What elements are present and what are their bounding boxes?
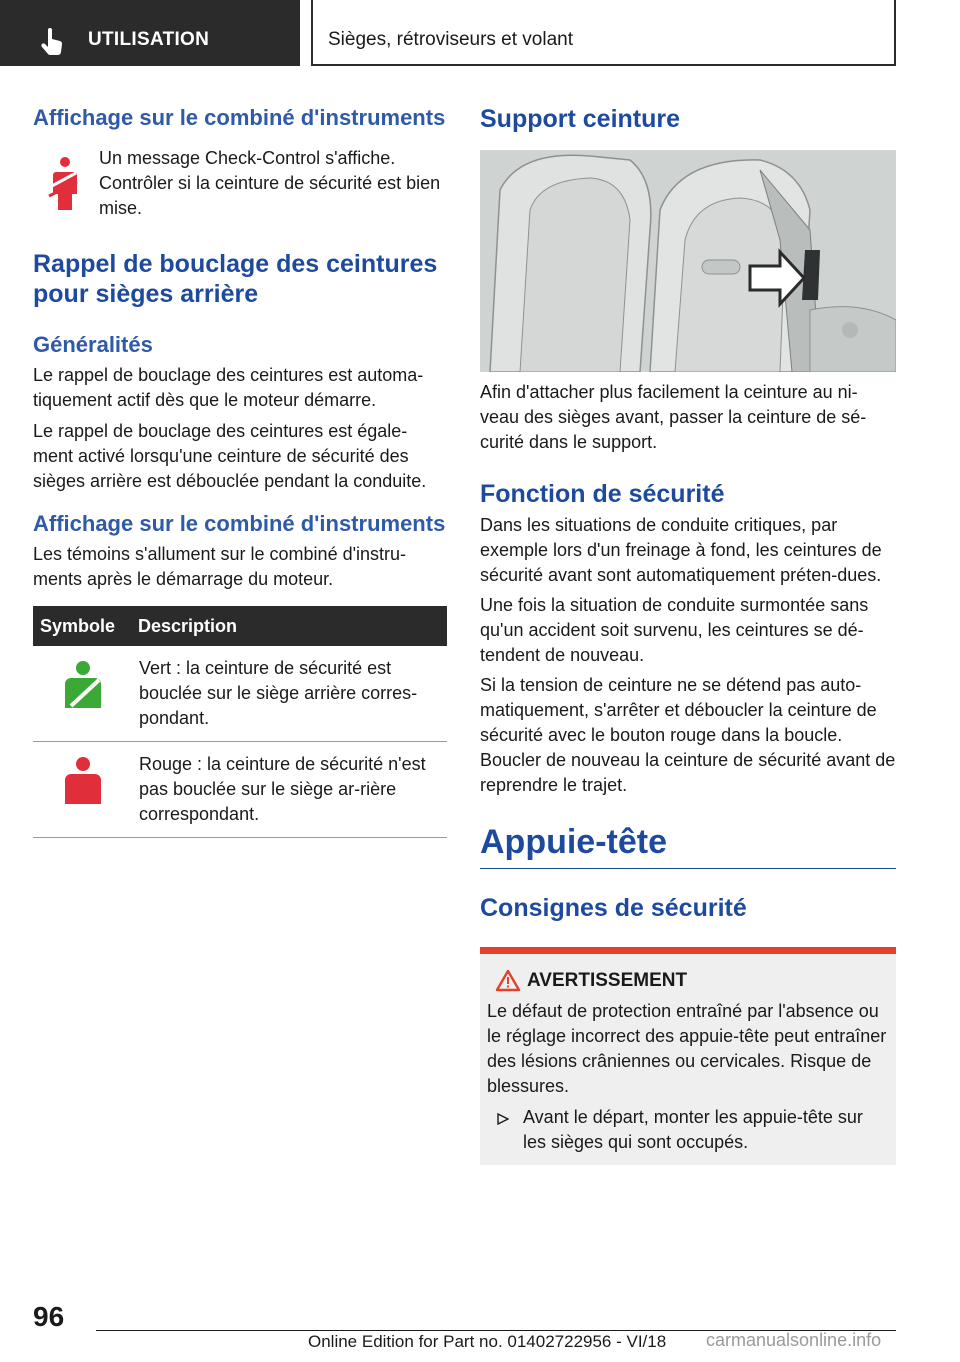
display-paragraph: Les témoins s'allument sur le combiné d'instru-ments après le démarrage du moteur. [33,544,407,589]
heading-display-1: Affichage sur le combiné d'instruments [33,105,446,130]
warning-triangle-icon [495,969,521,992]
safety-paragraph-3: Si la tension de ceinture ne se détend pas auto-matiquement, s'arrêter et déboucler la ceinture de sécurité avec le bouton rouge dans la boucle. Boucler de nouveau la ceinture de sécurité avant de reprendre le trajet. [480,675,896,795]
section-tab [0,0,300,66]
action-triangle-icon [497,1113,509,1125]
footer-watermark: carmanualsonline.info [706,1330,882,1350]
safety-paragraph-2: Une fois la situation de conduite surmontée sans qu'un accident soit survenu, les ceintures se dé-tendent de nouveau. [480,595,869,665]
seat-belt-guide-photo [480,150,896,372]
warning-action-text: Avant le départ, monter les appuie-tête sur les sièges qui sont occupés. [523,1107,863,1152]
description-cell: Vert : la ceinture de sécurité est bouclée sur le siège arrière corres-pondant. [131,646,447,742]
check-control-message [33,146,447,221]
table-row [33,646,447,742]
page-number: 96 [33,1301,65,1332]
warning-title-text: AVERTISSEMENT [527,970,688,991]
warning-bar [480,947,896,954]
breadcrumb-text: Sièges, rétroviseurs et volant [328,29,574,50]
seatbelt-unfastened-icon [33,756,131,808]
symbol-cell [33,742,131,838]
left-column [33,100,447,838]
warning-title [527,969,888,993]
support-paragraph: Afin d'attacher plus facilement la ceinture au ni-veau des sièges avant, passer la ceinture de sé-curité dans le support. [480,382,867,452]
general-paragraph-2: Le rappel de bouclage des ceintures est égale-ment activé lorsqu'une ceinture de sécurité des sièges arrière est débouclée pendant la conduite. [33,421,427,491]
general-paragraph-1: Le rappel de bouclage des ceintures est automa-tiquement actif dès que le moteur démarre. [33,365,424,410]
heading-general: Généralités [33,332,153,357]
heading-display-2: Affichage sur le combiné d'instruments [33,511,446,536]
table-row [33,742,447,838]
page-header [0,0,960,66]
heading-safety-instructions: Consignes de sécurité [480,894,747,922]
heading-support: Support ceinture [480,105,681,133]
section-title: UTILISATION [88,29,210,50]
breadcrumb [311,0,896,66]
seatbelt-fastened-icon [33,660,131,712]
heading-safety-function: Fonction de sécurité [480,480,725,508]
safety-paragraph-1: Dans les situations de conduite critiques, par exemple lors d'un freinage à fond, les ceintures de sécurité avant sont automatiquement préten-dues. [480,515,882,585]
hand-pointer-icon [40,28,64,56]
column-header-symbol: Symbole [33,606,131,646]
warning-box [480,947,896,1165]
heading-headrest: Appuie-tête [480,823,667,861]
right-column [480,100,896,1165]
description-cell: Rouge : la ceinture de sécurité n'est pas bouclée sur le siège ar-rière correspondant. [131,742,447,838]
symbol-cell [33,646,131,742]
footer-edition: Online Edition for Part no. 01402722956 - VI/18 [308,1332,667,1351]
heading-reminder: Rappel de bouclage des ceintures pour sièges arrière [33,250,438,308]
check-control-text: Un message Check-Control s'affiche. Contrôler si la ceinture de sécurité est bien mise. [99,148,441,218]
warning-action [523,1105,888,1155]
section-rule [480,868,896,869]
column-header-description: Description [131,606,447,646]
symbol-table [33,606,447,838]
seat-illustration [480,150,896,372]
seatbelt-warning-icon [47,156,79,212]
warning-text: Le défaut de protection entraîné par l'absence ou le réglage incorrect des appuie-tête peut entraîner des lésions crâniennes ou cervicales. Risque de blessures. [487,1001,887,1096]
